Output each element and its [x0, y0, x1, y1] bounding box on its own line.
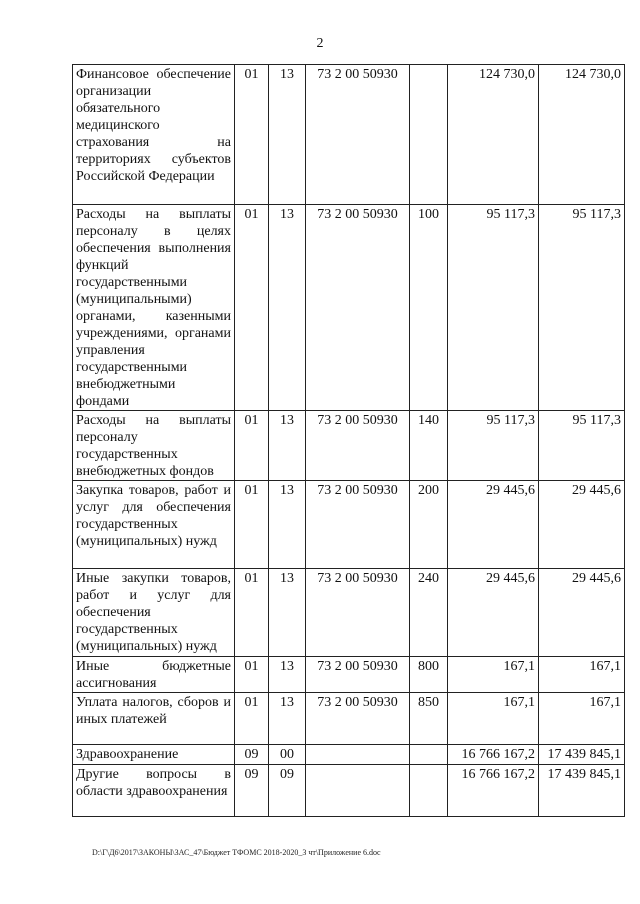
row-name: Другие вопросы в области здравоохранения: [73, 765, 235, 817]
row-expense-type: 850: [410, 693, 448, 745]
row-subsection: 00: [269, 745, 306, 765]
row-sum-2020: 29 445,6: [539, 569, 625, 657]
row-target-item: 73 2 00 50930: [306, 657, 410, 693]
row-sum-2019: 29 445,6: [448, 481, 539, 569]
row-sum-2020: 17 439 845,1: [539, 745, 625, 765]
row-name: Расходы на выплаты персоналу в целях обеспечения выполнения функций государственными (муниципальными) органами, казенными учреждениями, органами управления государственными внебюджетными фондами: [73, 205, 235, 411]
row-target-item: 73 2 00 50930: [306, 411, 410, 481]
row-sum-2020: 95 117,3: [539, 205, 625, 411]
footer-file-path: D:\Г\Д6\2017\ЗАКОНЫ\ЗАС_47\Бюджет ТФОМС 2018-2020_3 чт\Приложение 6.doc: [92, 848, 381, 857]
row-section: 01: [235, 411, 269, 481]
row-sum-2020: 124 730,0: [539, 65, 625, 205]
row-subsection: 13: [269, 693, 306, 745]
row-name: Иные закупки товаров, работ и услуг для обеспечения государственных (муниципальных) нужд: [73, 569, 235, 657]
table-row: [73, 657, 625, 693]
row-expense-type: [410, 65, 448, 205]
row-expense-type: 100: [410, 205, 448, 411]
row-section: 01: [235, 65, 269, 205]
row-sum-2019: 167,1: [448, 657, 539, 693]
row-subsection: 13: [269, 481, 306, 569]
row-sum-2019: 29 445,6: [448, 569, 539, 657]
row-subsection: 09: [269, 765, 306, 817]
row-section: 01: [235, 481, 269, 569]
table-row: [73, 569, 625, 657]
table-row: [73, 693, 625, 745]
row-section: 01: [235, 657, 269, 693]
table-row: [73, 411, 625, 481]
row-target-item: [306, 765, 410, 817]
row-target-item: [306, 745, 410, 765]
row-subsection: 13: [269, 205, 306, 411]
row-sum-2020: 167,1: [539, 693, 625, 745]
row-section: 09: [235, 765, 269, 817]
row-target-item: 73 2 00 50930: [306, 693, 410, 745]
row-expense-type: 140: [410, 411, 448, 481]
row-sum-2019: 95 117,3: [448, 411, 539, 481]
table-row: [73, 65, 625, 205]
row-section: 01: [235, 569, 269, 657]
row-subsection: 13: [269, 411, 306, 481]
row-subsection: 13: [269, 657, 306, 693]
row-sum-2020: 29 445,6: [539, 481, 625, 569]
table-row: [73, 205, 625, 411]
table-row: [73, 745, 625, 765]
row-sum-2019: 16 766 167,2: [448, 765, 539, 817]
row-name: Расходы на выплаты персоналу государственных внебюджетных фондов: [73, 411, 235, 481]
row-name: Здравоохранение: [73, 745, 235, 765]
row-target-item: 73 2 00 50930: [306, 481, 410, 569]
row-subsection: 13: [269, 65, 306, 205]
row-target-item: 73 2 00 50930: [306, 205, 410, 411]
row-section: 09: [235, 745, 269, 765]
row-expense-type: [410, 745, 448, 765]
row-sum-2019: 95 117,3: [448, 205, 539, 411]
row-name: Уплата налогов, сборов и иных платежей: [73, 693, 235, 745]
row-expense-type: 800: [410, 657, 448, 693]
row-sum-2019: 16 766 167,2: [448, 745, 539, 765]
row-sum-2020: 167,1: [539, 657, 625, 693]
row-expense-type: 240: [410, 569, 448, 657]
row-sum-2020: 95 117,3: [539, 411, 625, 481]
row-sum-2020: 17 439 845,1: [539, 765, 625, 817]
row-expense-type: 200: [410, 481, 448, 569]
row-sum-2019: 124 730,0: [448, 65, 539, 205]
row-name: Закупка товаров, работ и услуг для обеспечения государственных (муниципальных) нужд: [73, 481, 235, 569]
row-target-item: 73 2 00 50930: [306, 65, 410, 205]
budget-table: [72, 64, 625, 817]
row-section: 01: [235, 205, 269, 411]
row-subsection: 13: [269, 569, 306, 657]
table-row: [73, 481, 625, 569]
row-target-item: 73 2 00 50930: [306, 569, 410, 657]
row-sum-2019: 167,1: [448, 693, 539, 745]
row-section: 01: [235, 693, 269, 745]
row-name: Иные бюджетные ассигнования: [73, 657, 235, 693]
page-number: 2: [316, 36, 324, 51]
row-expense-type: [410, 765, 448, 817]
table-row: [73, 765, 625, 817]
row-name: Финансовое обеспечение организации обязательного медицинского страхования на территориях субъектов Российской Федерации: [73, 65, 235, 205]
